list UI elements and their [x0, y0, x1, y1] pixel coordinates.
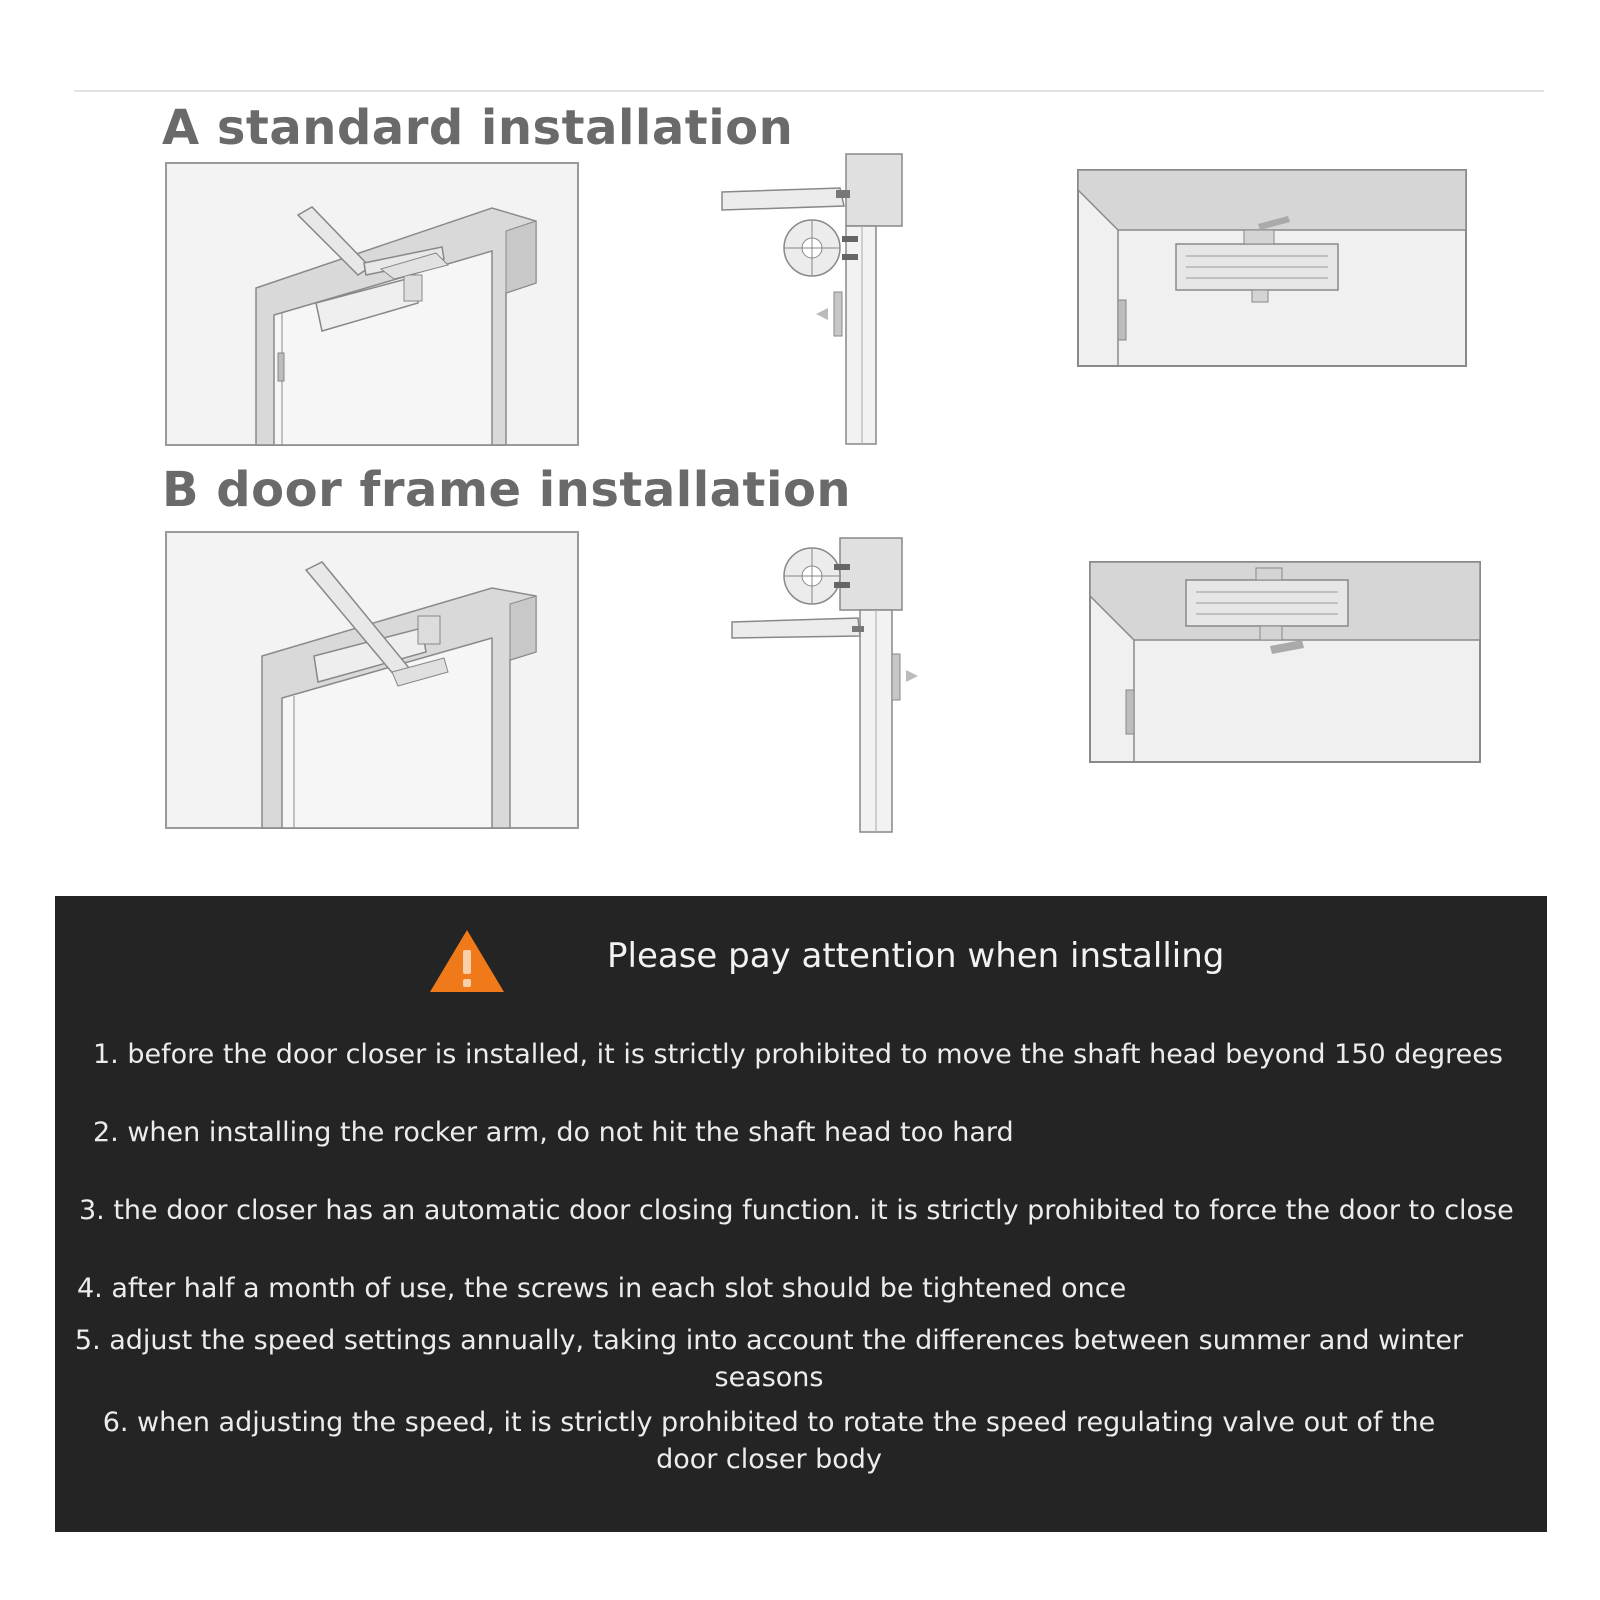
top-divider	[74, 90, 1544, 92]
door-frame-side-section-diagram	[730, 536, 930, 836]
section-title-standard: A standard installation	[162, 100, 794, 156]
notice-item-3: 3. the door closer has an automatic door closing function. it is strictly prohibited to force the door to close	[79, 1195, 1514, 1226]
warning-triangle-icon	[427, 926, 507, 996]
section-title-door-frame: B door frame installation	[162, 462, 852, 518]
door-frame-perspective-diagram	[166, 532, 578, 828]
notice-item-1: 1. before the door closer is installed, it is strictly prohibited to move the shaft head beyond 150 degrees	[93, 1039, 1503, 1070]
notice-item-6: 6. when adjusting the speed, it is strictly prohibited to rotate the speed regulating valve out of the door closer body	[102, 1407, 1436, 1475]
notice-item-5: 5. adjust the speed settings annually, taking into account the differences between summer and winter seasons	[74, 1325, 1464, 1393]
notice-item-4: 4. after half a month of use, the screws in each slot should be tightened once	[77, 1273, 1127, 1304]
standard-front-elevation-diagram	[1078, 170, 1474, 370]
door-frame-front-elevation-diagram	[1090, 562, 1490, 768]
standard-perspective-diagram	[166, 163, 578, 445]
notice-item-2: 2. when installing the rocker arm, do not hit the shaft head too hard	[93, 1117, 1014, 1148]
standard-side-section-diagram	[720, 152, 910, 448]
installation-notice-panel	[55, 896, 1547, 1532]
notice-title: Please pay attention when installing	[607, 936, 1225, 976]
